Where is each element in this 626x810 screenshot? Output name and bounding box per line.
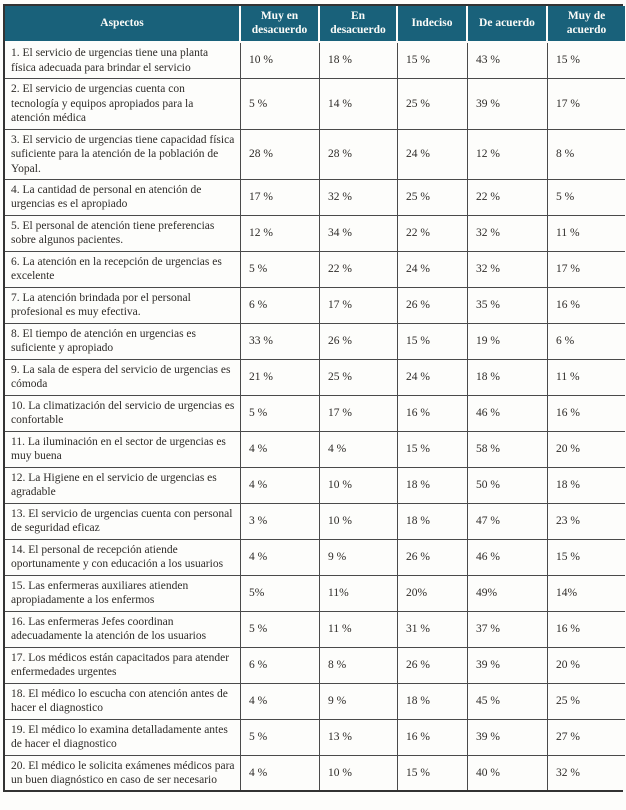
value-cell: 5 % bbox=[548, 180, 625, 216]
column-header-aspectos: Aspectos bbox=[5, 6, 241, 43]
value-cell: 18 % bbox=[398, 684, 468, 720]
value-cell: 15 % bbox=[548, 43, 625, 79]
value-cell: 17 % bbox=[548, 252, 625, 288]
value-cell: 12 % bbox=[468, 130, 548, 180]
value-cell: 32 % bbox=[548, 756, 625, 791]
value-cell: 6 % bbox=[241, 288, 320, 324]
value-cell: 15 % bbox=[398, 756, 468, 791]
value-cell: 15 % bbox=[398, 43, 468, 79]
value-cell: 25 % bbox=[398, 79, 468, 129]
value-cell: 21 % bbox=[241, 360, 320, 396]
column-header-2: En desacuerdo bbox=[320, 6, 398, 43]
value-cell: 18 % bbox=[468, 360, 548, 396]
aspect-cell: 7. La atención brindada por el personal profesional es muy efectiva. bbox=[5, 288, 241, 324]
value-cell: 26 % bbox=[320, 324, 398, 360]
table-row bbox=[5, 648, 625, 684]
table-row bbox=[5, 180, 625, 216]
table-row bbox=[5, 396, 625, 432]
table-row bbox=[5, 288, 625, 324]
column-header-3: Indeciso bbox=[398, 6, 468, 43]
value-cell: 9 % bbox=[320, 684, 398, 720]
table-row bbox=[5, 684, 625, 720]
value-cell: 22 % bbox=[468, 180, 548, 216]
value-cell: 26 % bbox=[398, 540, 468, 576]
value-cell: 27 % bbox=[548, 720, 625, 756]
value-cell: 58 % bbox=[468, 432, 548, 468]
aspect-cell: 11. La iluminación en el sector de urgencias es muy buena bbox=[5, 432, 241, 468]
value-cell: 17 % bbox=[241, 180, 320, 216]
aspect-cell: 5. El personal de atención tiene preferencias sobre algunos pacientes. bbox=[5, 216, 241, 252]
table-row bbox=[5, 130, 625, 180]
value-cell: 10 % bbox=[320, 468, 398, 504]
table-row bbox=[5, 252, 625, 288]
value-cell: 46 % bbox=[468, 396, 548, 432]
value-cell: 14 % bbox=[320, 79, 398, 129]
table-header bbox=[5, 6, 625, 43]
column-header-1: Muy en desacuerdo bbox=[241, 6, 320, 43]
aspect-cell: 15. Las enfermeras auxiliares atienden apropiadamente a los enfermos bbox=[5, 576, 241, 612]
value-cell: 11 % bbox=[548, 360, 625, 396]
value-cell: 10 % bbox=[241, 43, 320, 79]
table-row bbox=[5, 432, 625, 468]
value-cell: 16 % bbox=[548, 612, 625, 648]
value-cell: 4 % bbox=[241, 468, 320, 504]
value-cell: 5% bbox=[241, 576, 320, 612]
value-cell: 22 % bbox=[398, 216, 468, 252]
aspect-cell: 12. La Higiene en el servicio de urgencias es agradable bbox=[5, 468, 241, 504]
value-cell: 3 % bbox=[241, 504, 320, 540]
value-cell: 20 % bbox=[548, 432, 625, 468]
column-header-4: De acuerdo bbox=[468, 6, 548, 43]
value-cell: 31 % bbox=[398, 612, 468, 648]
value-cell: 40 % bbox=[468, 756, 548, 791]
value-cell: 39 % bbox=[468, 79, 548, 129]
value-cell: 4 % bbox=[241, 756, 320, 791]
table-row bbox=[5, 324, 625, 360]
value-cell: 47 % bbox=[468, 504, 548, 540]
value-cell: 20% bbox=[398, 576, 468, 612]
value-cell: 33 % bbox=[241, 324, 320, 360]
aspect-cell: 6. La atención en la recepción de urgencias es excelente bbox=[5, 252, 241, 288]
aspect-cell: 17. Los médicos están capacitados para atender enfermedades urgentes bbox=[5, 648, 241, 684]
value-cell: 5 % bbox=[241, 396, 320, 432]
value-cell: 11 % bbox=[548, 216, 625, 252]
value-cell: 46 % bbox=[468, 540, 548, 576]
value-cell: 34 % bbox=[320, 216, 398, 252]
table-row bbox=[5, 720, 625, 756]
aspect-cell: 8. El tiempo de atención en urgencias es suficiente y apropiado bbox=[5, 324, 241, 360]
value-cell: 17 % bbox=[320, 396, 398, 432]
survey-results-table bbox=[5, 6, 625, 790]
table-row bbox=[5, 540, 625, 576]
value-cell: 6 % bbox=[548, 324, 625, 360]
aspect-cell: 18. El médico lo escucha con atención antes de hacer el diagnostico bbox=[5, 684, 241, 720]
value-cell: 28 % bbox=[320, 130, 398, 180]
value-cell: 15 % bbox=[398, 432, 468, 468]
value-cell: 45 % bbox=[468, 684, 548, 720]
value-cell: 43 % bbox=[468, 43, 548, 79]
table-row bbox=[5, 216, 625, 252]
aspect-cell: 9. La sala de espera del servicio de urgencias es cómoda bbox=[5, 360, 241, 396]
aspect-cell: 10. La climatización del servicio de urgencias es confortable bbox=[5, 396, 241, 432]
value-cell: 49% bbox=[468, 576, 548, 612]
value-cell: 4 % bbox=[241, 432, 320, 468]
value-cell: 12 % bbox=[241, 216, 320, 252]
value-cell: 6 % bbox=[241, 648, 320, 684]
value-cell: 22 % bbox=[320, 252, 398, 288]
aspect-cell: 3. El servicio de urgencias tiene capacidad física suficiente para la atención de la población de Yopal. bbox=[5, 130, 241, 180]
value-cell: 50 % bbox=[468, 468, 548, 504]
value-cell: 19 % bbox=[468, 324, 548, 360]
value-cell: 4 % bbox=[320, 432, 398, 468]
value-cell: 8 % bbox=[320, 648, 398, 684]
value-cell: 15 % bbox=[548, 540, 625, 576]
aspect-cell: 20. El médico le solicita exámenes médicos para un buen diagnóstico en caso de ser necesario bbox=[5, 756, 241, 791]
table-row bbox=[5, 360, 625, 396]
value-cell: 13 % bbox=[320, 720, 398, 756]
table-row bbox=[5, 79, 625, 129]
value-cell: 11% bbox=[320, 576, 398, 612]
value-cell: 4 % bbox=[241, 540, 320, 576]
value-cell: 17 % bbox=[548, 79, 625, 129]
value-cell: 24 % bbox=[398, 130, 468, 180]
table-row bbox=[5, 504, 625, 540]
value-cell: 32 % bbox=[320, 180, 398, 216]
value-cell: 16 % bbox=[398, 720, 468, 756]
value-cell: 17 % bbox=[320, 288, 398, 324]
value-cell: 39 % bbox=[468, 648, 548, 684]
value-cell: 5 % bbox=[241, 252, 320, 288]
aspect-cell: 2. El servicio de urgencias cuenta con tecnología y equipos apropiados para la atención médica bbox=[5, 79, 241, 129]
value-cell: 9 % bbox=[320, 540, 398, 576]
value-cell: 25 % bbox=[548, 684, 625, 720]
value-cell: 39 % bbox=[468, 720, 548, 756]
table-row bbox=[5, 43, 625, 79]
value-cell: 18 % bbox=[548, 468, 625, 504]
value-cell: 25 % bbox=[320, 360, 398, 396]
value-cell: 5 % bbox=[241, 612, 320, 648]
value-cell: 5 % bbox=[241, 79, 320, 129]
value-cell: 37 % bbox=[468, 612, 548, 648]
value-cell: 35 % bbox=[468, 288, 548, 324]
value-cell: 24 % bbox=[398, 252, 468, 288]
column-header-5: Muy de acuerdo bbox=[548, 6, 625, 43]
value-cell: 32 % bbox=[468, 216, 548, 252]
value-cell: 5 % bbox=[241, 720, 320, 756]
value-cell: 18 % bbox=[398, 504, 468, 540]
value-cell: 16 % bbox=[398, 396, 468, 432]
survey-table-frame bbox=[3, 4, 623, 792]
value-cell: 23 % bbox=[548, 504, 625, 540]
table-row bbox=[5, 468, 625, 504]
value-cell: 26 % bbox=[398, 648, 468, 684]
aspect-cell: 19. El médico lo examina detalladamente antes de hacer el diagnostico bbox=[5, 720, 241, 756]
value-cell: 32 % bbox=[468, 252, 548, 288]
value-cell: 11 % bbox=[320, 612, 398, 648]
aspect-cell: 13. El servicio de urgencias cuenta con personal de seguridad eficaz bbox=[5, 504, 241, 540]
value-cell: 14% bbox=[548, 576, 625, 612]
value-cell: 4 % bbox=[241, 684, 320, 720]
table-body bbox=[5, 43, 625, 790]
value-cell: 10 % bbox=[320, 756, 398, 791]
table-row bbox=[5, 576, 625, 612]
value-cell: 8 % bbox=[548, 130, 625, 180]
value-cell: 16 % bbox=[548, 288, 625, 324]
value-cell: 24 % bbox=[398, 360, 468, 396]
aspect-cell: 1. El servicio de urgencias tiene una planta física adecuada para brindar el servicio bbox=[5, 43, 241, 79]
value-cell: 16 % bbox=[548, 396, 625, 432]
value-cell: 15 % bbox=[398, 324, 468, 360]
value-cell: 18 % bbox=[320, 43, 398, 79]
aspect-cell: 4. La cantidad de personal en atención de urgencias es el apropiado bbox=[5, 180, 241, 216]
value-cell: 28 % bbox=[241, 130, 320, 180]
table-row bbox=[5, 612, 625, 648]
table-row bbox=[5, 756, 625, 791]
value-cell: 20 % bbox=[548, 648, 625, 684]
value-cell: 18 % bbox=[398, 468, 468, 504]
value-cell: 26 % bbox=[398, 288, 468, 324]
header-row bbox=[5, 6, 625, 43]
aspect-cell: 16. Las enfermeras Jefes coordinan adecuadamente la atención de los usuarios bbox=[5, 612, 241, 648]
value-cell: 10 % bbox=[320, 504, 398, 540]
value-cell: 25 % bbox=[398, 180, 468, 216]
aspect-cell: 14. El personal de recepción atiende oportunamente y con educación a los usuarios bbox=[5, 540, 241, 576]
